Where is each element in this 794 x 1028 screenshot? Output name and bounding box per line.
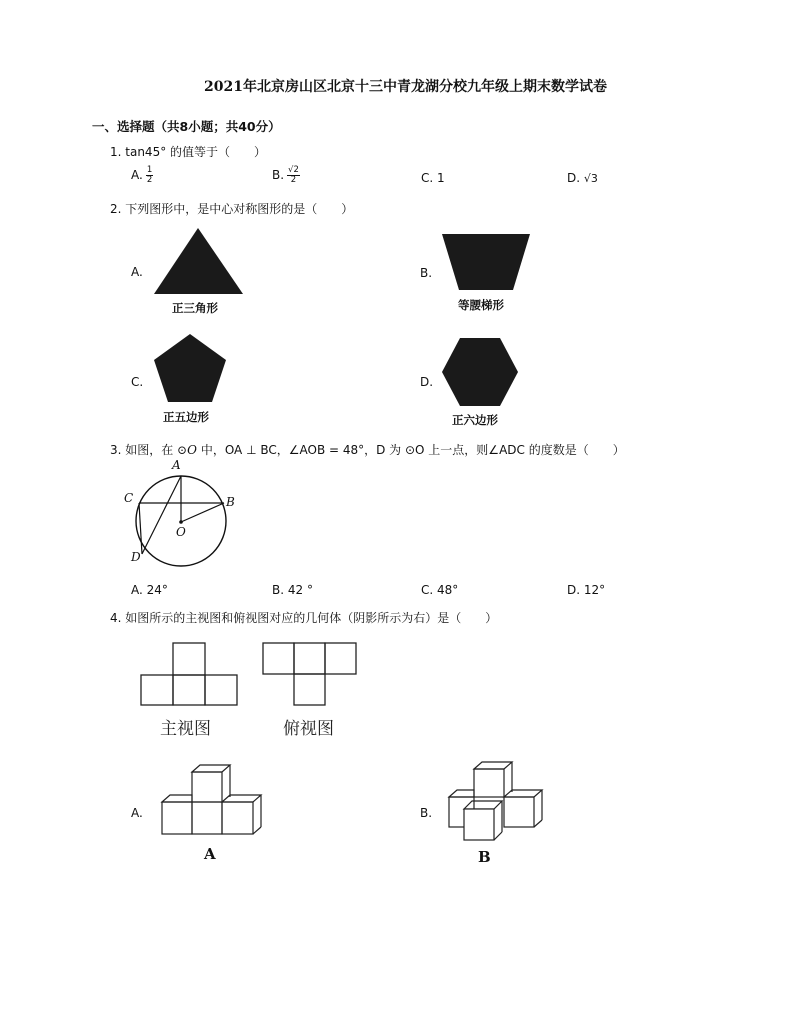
q2-option-a-caption: 正三角形 [172,301,218,315]
section-heading: 一、选择题（共8小题；共40分） [92,119,281,134]
q2-option-c-label[interactable]: C. [131,375,144,389]
q1-option-b-fraction: $\frac{√2}{2}$ [288,165,299,185]
q2-option-c-caption: 正五边形 [163,410,209,424]
solid-a-letter: A [204,845,216,863]
fig-label-c: C [124,491,134,505]
q4-option-b-label[interactable]: B. [420,806,433,820]
q1-option-d-label: D. [567,171,581,185]
question-1-stem: 1. tan45° 的值等于（ ） [110,145,267,159]
q1-option-b[interactable] [272,166,300,185]
top-view-figure [262,641,358,707]
q1-option-d[interactable] [567,171,598,185]
front-view-figure [140,641,238,707]
question-3-stem: 3. 如图，在 ⊙O 中，OA ⊥ BC，∠AOB = 48°，D 为 ⊙O 上一点，则∠ADC 的度数是（ ） [110,443,625,457]
q1-option-c[interactable]: C. 1 [421,171,445,185]
q2-option-b-label[interactable]: B. [420,266,433,280]
solid-a-figure [160,764,266,840]
question-2-stem: 2. 下列图形中，是中心对称图形的是（ ） [110,202,354,216]
q1-option-b-label: B. [272,168,285,182]
q2-option-d-caption: 正六边形 [452,413,498,427]
fig-label-a: A [172,458,181,472]
q1-option-d-value: √3 [583,172,598,185]
q1-option-a-label: A. [131,168,143,182]
top-view-caption: 俯视图 [283,719,334,739]
page-title: 2021年北京房山区北京十三中青龙湖分校九年级上期末数学试卷 [204,79,607,95]
front-view-caption: 主视图 [160,719,211,739]
solid-b-letter: B [478,848,491,866]
triangle-figure [152,226,246,296]
fig-label-d: D [131,550,141,564]
q1-option-a-fraction: $\frac{1}{2}$ [146,165,153,185]
q4-option-a-label[interactable]: A. [131,806,143,820]
q3-option-c[interactable]: C. 48° [421,583,459,597]
q3-option-a[interactable]: A. 24° [131,583,168,597]
hexagon-figure [440,336,520,408]
pentagon-figure [152,332,228,404]
fig-label-o: O [176,525,186,539]
q1-option-a[interactable] [131,166,153,185]
question-4-stem: 4. 如图所示的主视图和俯视图对应的几何体（阴影所示为右）是（ ） [110,611,498,625]
fig-label-b: B [226,495,235,509]
q3-option-b[interactable]: B. 42 ° [272,583,313,597]
q2-option-a-label[interactable]: A. [131,265,143,279]
q2-option-d-label[interactable]: D. [420,375,434,389]
q3-option-d[interactable]: D. 12° [567,583,606,597]
trapezoid-figure [440,232,532,292]
solid-b-figure [444,760,546,846]
q2-option-b-caption: 等腰梯形 [458,298,504,312]
